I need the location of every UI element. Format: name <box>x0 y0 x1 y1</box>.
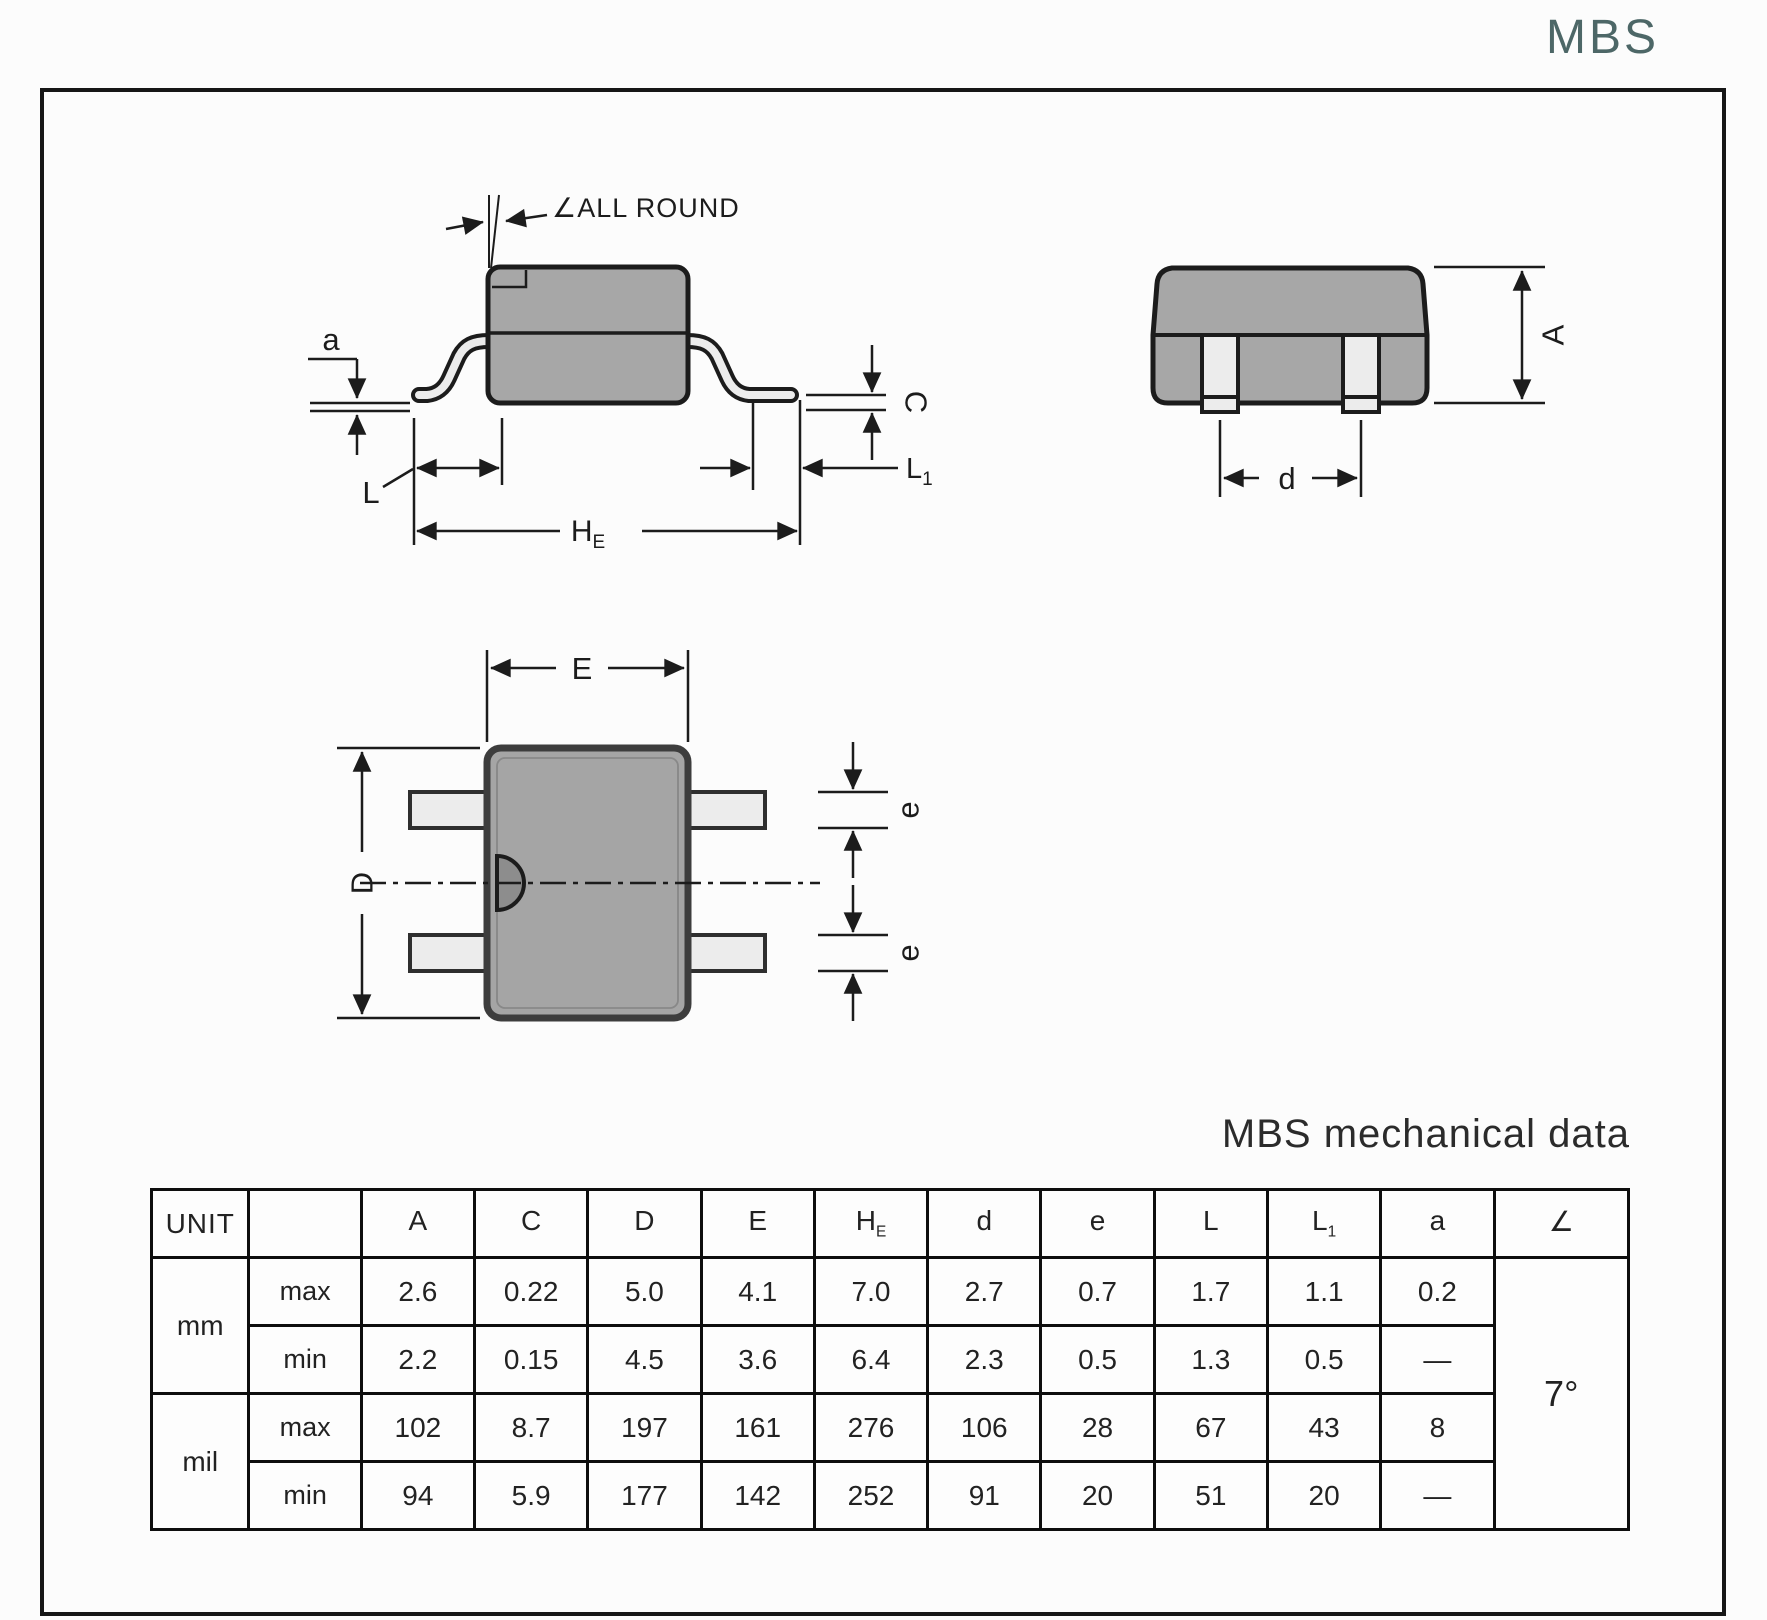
dim-lead-width-label-upper: e <box>890 801 926 819</box>
dim-l-label: L <box>362 475 380 510</box>
value-cell: 67 <box>1154 1394 1267 1462</box>
dim-lead-width-lower <box>818 885 888 1021</box>
col-header <box>588 1190 701 1258</box>
all-round-label: ∠ALL ROUND <box>552 193 740 223</box>
table-row <box>152 1462 1629 1530</box>
value-cell: 0.7 <box>1041 1258 1154 1326</box>
value-cell: 6.4 <box>814 1326 927 1394</box>
dim-lead-width-upper <box>818 742 888 878</box>
col-header <box>1381 1190 1494 1258</box>
unit-cell-mm: mm <box>152 1258 249 1394</box>
col-header <box>1154 1190 1267 1258</box>
col-header <box>928 1190 1041 1258</box>
col-label: L <box>1312 1205 1328 1237</box>
draft-angle-callout <box>446 195 547 268</box>
dim-d-label: d <box>1278 461 1296 496</box>
col-label: C <box>521 1205 542 1237</box>
end-view <box>1153 267 1571 497</box>
value-cell: 8.7 <box>475 1394 588 1462</box>
col-label: L <box>1203 1205 1219 1237</box>
col-label: A <box>408 1205 428 1237</box>
value-cell: 1.3 <box>1154 1326 1267 1394</box>
value-cell: 20 <box>1041 1462 1154 1530</box>
bound-cell: max <box>249 1394 361 1462</box>
value-cell: 177 <box>588 1462 701 1530</box>
col-label: E <box>748 1205 768 1237</box>
dim-length-label: D <box>344 871 380 895</box>
col-header <box>814 1190 927 1258</box>
value-cell: 142 <box>701 1462 814 1530</box>
dim-a-lines <box>308 359 410 455</box>
dim-lead-width-label-lower: e <box>890 944 926 962</box>
value-cell: 28 <box>1041 1394 1154 1462</box>
bound-cell: min <box>249 1326 361 1394</box>
col-header <box>1041 1190 1154 1258</box>
col-header <box>1494 1190 1628 1258</box>
table-title: MBS mechanical data <box>1221 1112 1630 1156</box>
value-cell: 2.6 <box>361 1258 474 1326</box>
dim-l1-lines <box>700 400 898 545</box>
dim-he-label: $H_E$ <box>570 515 606 553</box>
dim-a-label: a <box>322 322 340 357</box>
value-cell: 8 <box>1381 1394 1494 1462</box>
value-cell: 0.2 <box>1381 1258 1494 1326</box>
bound-cell: max <box>249 1258 361 1326</box>
table-row <box>152 1258 1629 1326</box>
mechanical-data-table <box>150 1188 1630 1531</box>
col-label: D <box>634 1205 655 1237</box>
angle-value-cell: 7° <box>1494 1258 1628 1530</box>
col-header <box>361 1190 474 1258</box>
dim-c-lines <box>806 345 886 460</box>
col-label: e <box>1089 1205 1106 1237</box>
bound-cell: min <box>249 1462 361 1530</box>
value-cell: 4.1 <box>701 1258 814 1326</box>
dim-c-label: C <box>898 390 934 414</box>
col-label: d <box>976 1205 993 1237</box>
value-cell: 7.0 <box>814 1258 927 1326</box>
value-cell: 2.3 <box>928 1326 1041 1394</box>
dim-l1-label: $L_1$ <box>906 453 933 490</box>
col-label: a <box>1429 1205 1446 1237</box>
value-cell: 197 <box>588 1394 701 1462</box>
table-row <box>152 1394 1629 1462</box>
table-header-row <box>152 1190 1629 1258</box>
col-label-sub: E <box>875 1223 887 1241</box>
value-cell: 3.6 <box>701 1326 814 1394</box>
col-header <box>475 1190 588 1258</box>
side-view-left-lead <box>419 341 489 395</box>
value-cell: 43 <box>1267 1394 1380 1462</box>
value-cell: 5.0 <box>588 1258 701 1326</box>
value-cell: 252 <box>814 1462 927 1530</box>
mechanical-data-table-wrap <box>150 1188 1630 1531</box>
dim-l-lines <box>383 418 502 545</box>
value-cell: 0.15 <box>475 1326 588 1394</box>
value-cell: 20 <box>1267 1462 1380 1530</box>
value-cell: 102 <box>361 1394 474 1462</box>
value-cell: 4.5 <box>588 1326 701 1394</box>
value-cell: 161 <box>701 1394 814 1462</box>
col-label: H <box>855 1205 876 1237</box>
value-cell: 276 <box>814 1394 927 1462</box>
dim-height-label: A <box>1535 324 1571 346</box>
page-title: MBS <box>1546 11 1660 64</box>
col-header-bound <box>249 1190 361 1258</box>
value-cell: 0.5 <box>1267 1326 1380 1394</box>
top-view <box>337 650 926 1021</box>
value-cell: 1.7 <box>1154 1258 1267 1326</box>
value-cell: 51 <box>1154 1462 1267 1530</box>
dim-width-label: E <box>571 651 593 686</box>
side-view-right-lead <box>687 341 791 395</box>
value-cell: 2.2 <box>361 1326 474 1394</box>
col-label-sub: 1 <box>1327 1223 1337 1241</box>
col-label: ∠ <box>1548 1205 1574 1237</box>
table-row <box>152 1326 1629 1394</box>
unit-cell-mil: mil <box>152 1394 249 1530</box>
value-cell: — <box>1381 1462 1494 1530</box>
col-header <box>1267 1190 1380 1258</box>
value-cell: — <box>1381 1326 1494 1394</box>
value-cell: 94 <box>361 1462 474 1530</box>
value-cell: 1.1 <box>1267 1258 1380 1326</box>
value-cell: 0.22 <box>475 1258 588 1326</box>
dim-height-lines <box>1434 267 1545 403</box>
value-cell: 5.9 <box>475 1462 588 1530</box>
value-cell: 0.5 <box>1041 1326 1154 1394</box>
col-header <box>701 1190 814 1258</box>
value-cell: 2.7 <box>928 1258 1041 1326</box>
side-view <box>308 193 934 553</box>
value-cell: 91 <box>928 1462 1041 1530</box>
value-cell: 106 <box>928 1394 1041 1462</box>
col-header-unit: UNIT <box>152 1190 249 1258</box>
